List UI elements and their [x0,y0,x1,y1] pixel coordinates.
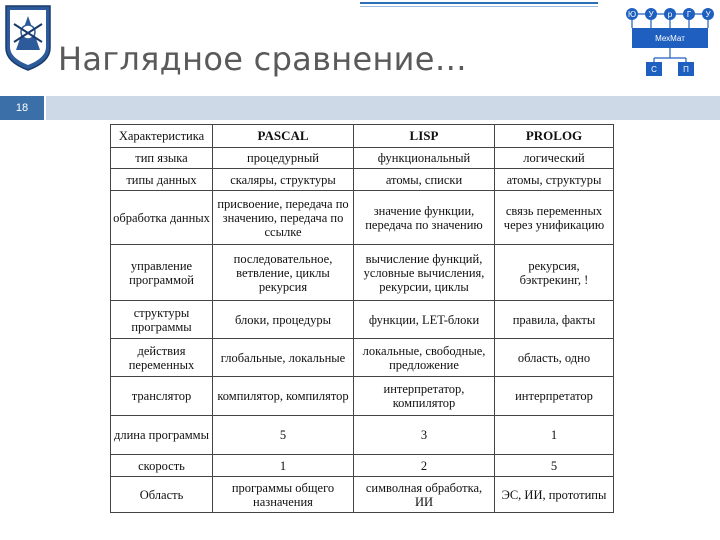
table-cell: значение функции, передача по значению [354,191,495,245]
table-cell: интерпретатор, компилятор [354,377,495,416]
table-cell: ЭС, ИИ, прототипы [495,477,614,513]
table-header-cell: LISP [354,125,495,148]
table-row [111,169,614,191]
table-cell: рекурсия, бэктрекинг, ! [495,245,614,301]
table-cell: длина программы [111,416,213,455]
table-row [111,377,614,416]
table-row [111,339,614,377]
table-cell: функции, LET-блоки [354,301,495,339]
table-cell: присвоение, передача по значению, передача по ссылке [213,191,354,245]
table-cell: скаляры, структуры [213,169,354,191]
table-cell: 3 [354,416,495,455]
table-cell: транслятор [111,377,213,416]
badge-letter: У [705,10,711,19]
table-cell: вычисление функций, условные вычисления, рекурсии, циклы [354,245,495,301]
table-cell: атомы, списки [354,169,495,191]
badge-letter: р [667,10,673,19]
table-cell: 2 [354,455,495,477]
table-cell: тип языка [111,148,213,169]
table-row [111,191,614,245]
table-cell: глобальные, локальные [213,339,354,377]
table-cell: интерпретатор [495,377,614,416]
table-cell: Область [111,477,213,513]
table-cell: блоки, процедуры [213,301,354,339]
table-row [111,477,614,513]
header-divider-thin [360,6,598,7]
table-row [111,301,614,339]
slide-number: 18 [0,96,44,120]
badge-letter: Г [686,10,692,19]
table-cell: последовательное, ветвление, циклы рекурсия [213,245,354,301]
table-header-cell: PASCAL [213,125,354,148]
table-cell: компилятор, компилятор [213,377,354,416]
comparison-table [110,124,614,513]
table-row [111,245,614,301]
table-cell: связь переменных через унификацию [495,191,614,245]
table-cell: управление программой [111,245,213,301]
university-logo [2,2,54,72]
badge-letter: С [651,65,657,74]
table-row [111,148,614,169]
table-cell: скорость [111,455,213,477]
table-header-cell: Характеристика [111,125,213,148]
table-cell: процедурный [213,148,354,169]
table-cell: 5 [495,455,614,477]
table-row [111,416,614,455]
table-cell: типы данных [111,169,213,191]
table-cell: атомы, структуры [495,169,614,191]
table-cell: локальные, свободные, предложение [354,339,495,377]
page-title: Наглядное сравнение… [58,40,468,78]
badge-letter: П [683,65,689,74]
table-cell: действия переменных [111,339,213,377]
table-cell: 1 [495,416,614,455]
table-row [111,455,614,477]
slide-number-bar [46,96,720,120]
table-cell: обработка данных [111,191,213,245]
table-cell: правила, факты [495,301,614,339]
table-cell: 5 [213,416,354,455]
table-cell: область, одно [495,339,614,377]
table-header-row [111,125,614,148]
mehmat-badge-icon [622,4,718,80]
table-header-cell: PROLOG [495,125,614,148]
table-cell: 1 [213,455,354,477]
badge-label: МехМат [655,34,685,43]
table-cell: функциональный [354,148,495,169]
table-cell: символная обработка, ИИ [354,477,495,513]
table-cell: программы общего назначения [213,477,354,513]
table-cell: логический [495,148,614,169]
badge-letter: У [648,10,654,19]
badge-letter: Ю [627,10,637,19]
header-divider [360,2,598,4]
table-cell: структуры программы [111,301,213,339]
